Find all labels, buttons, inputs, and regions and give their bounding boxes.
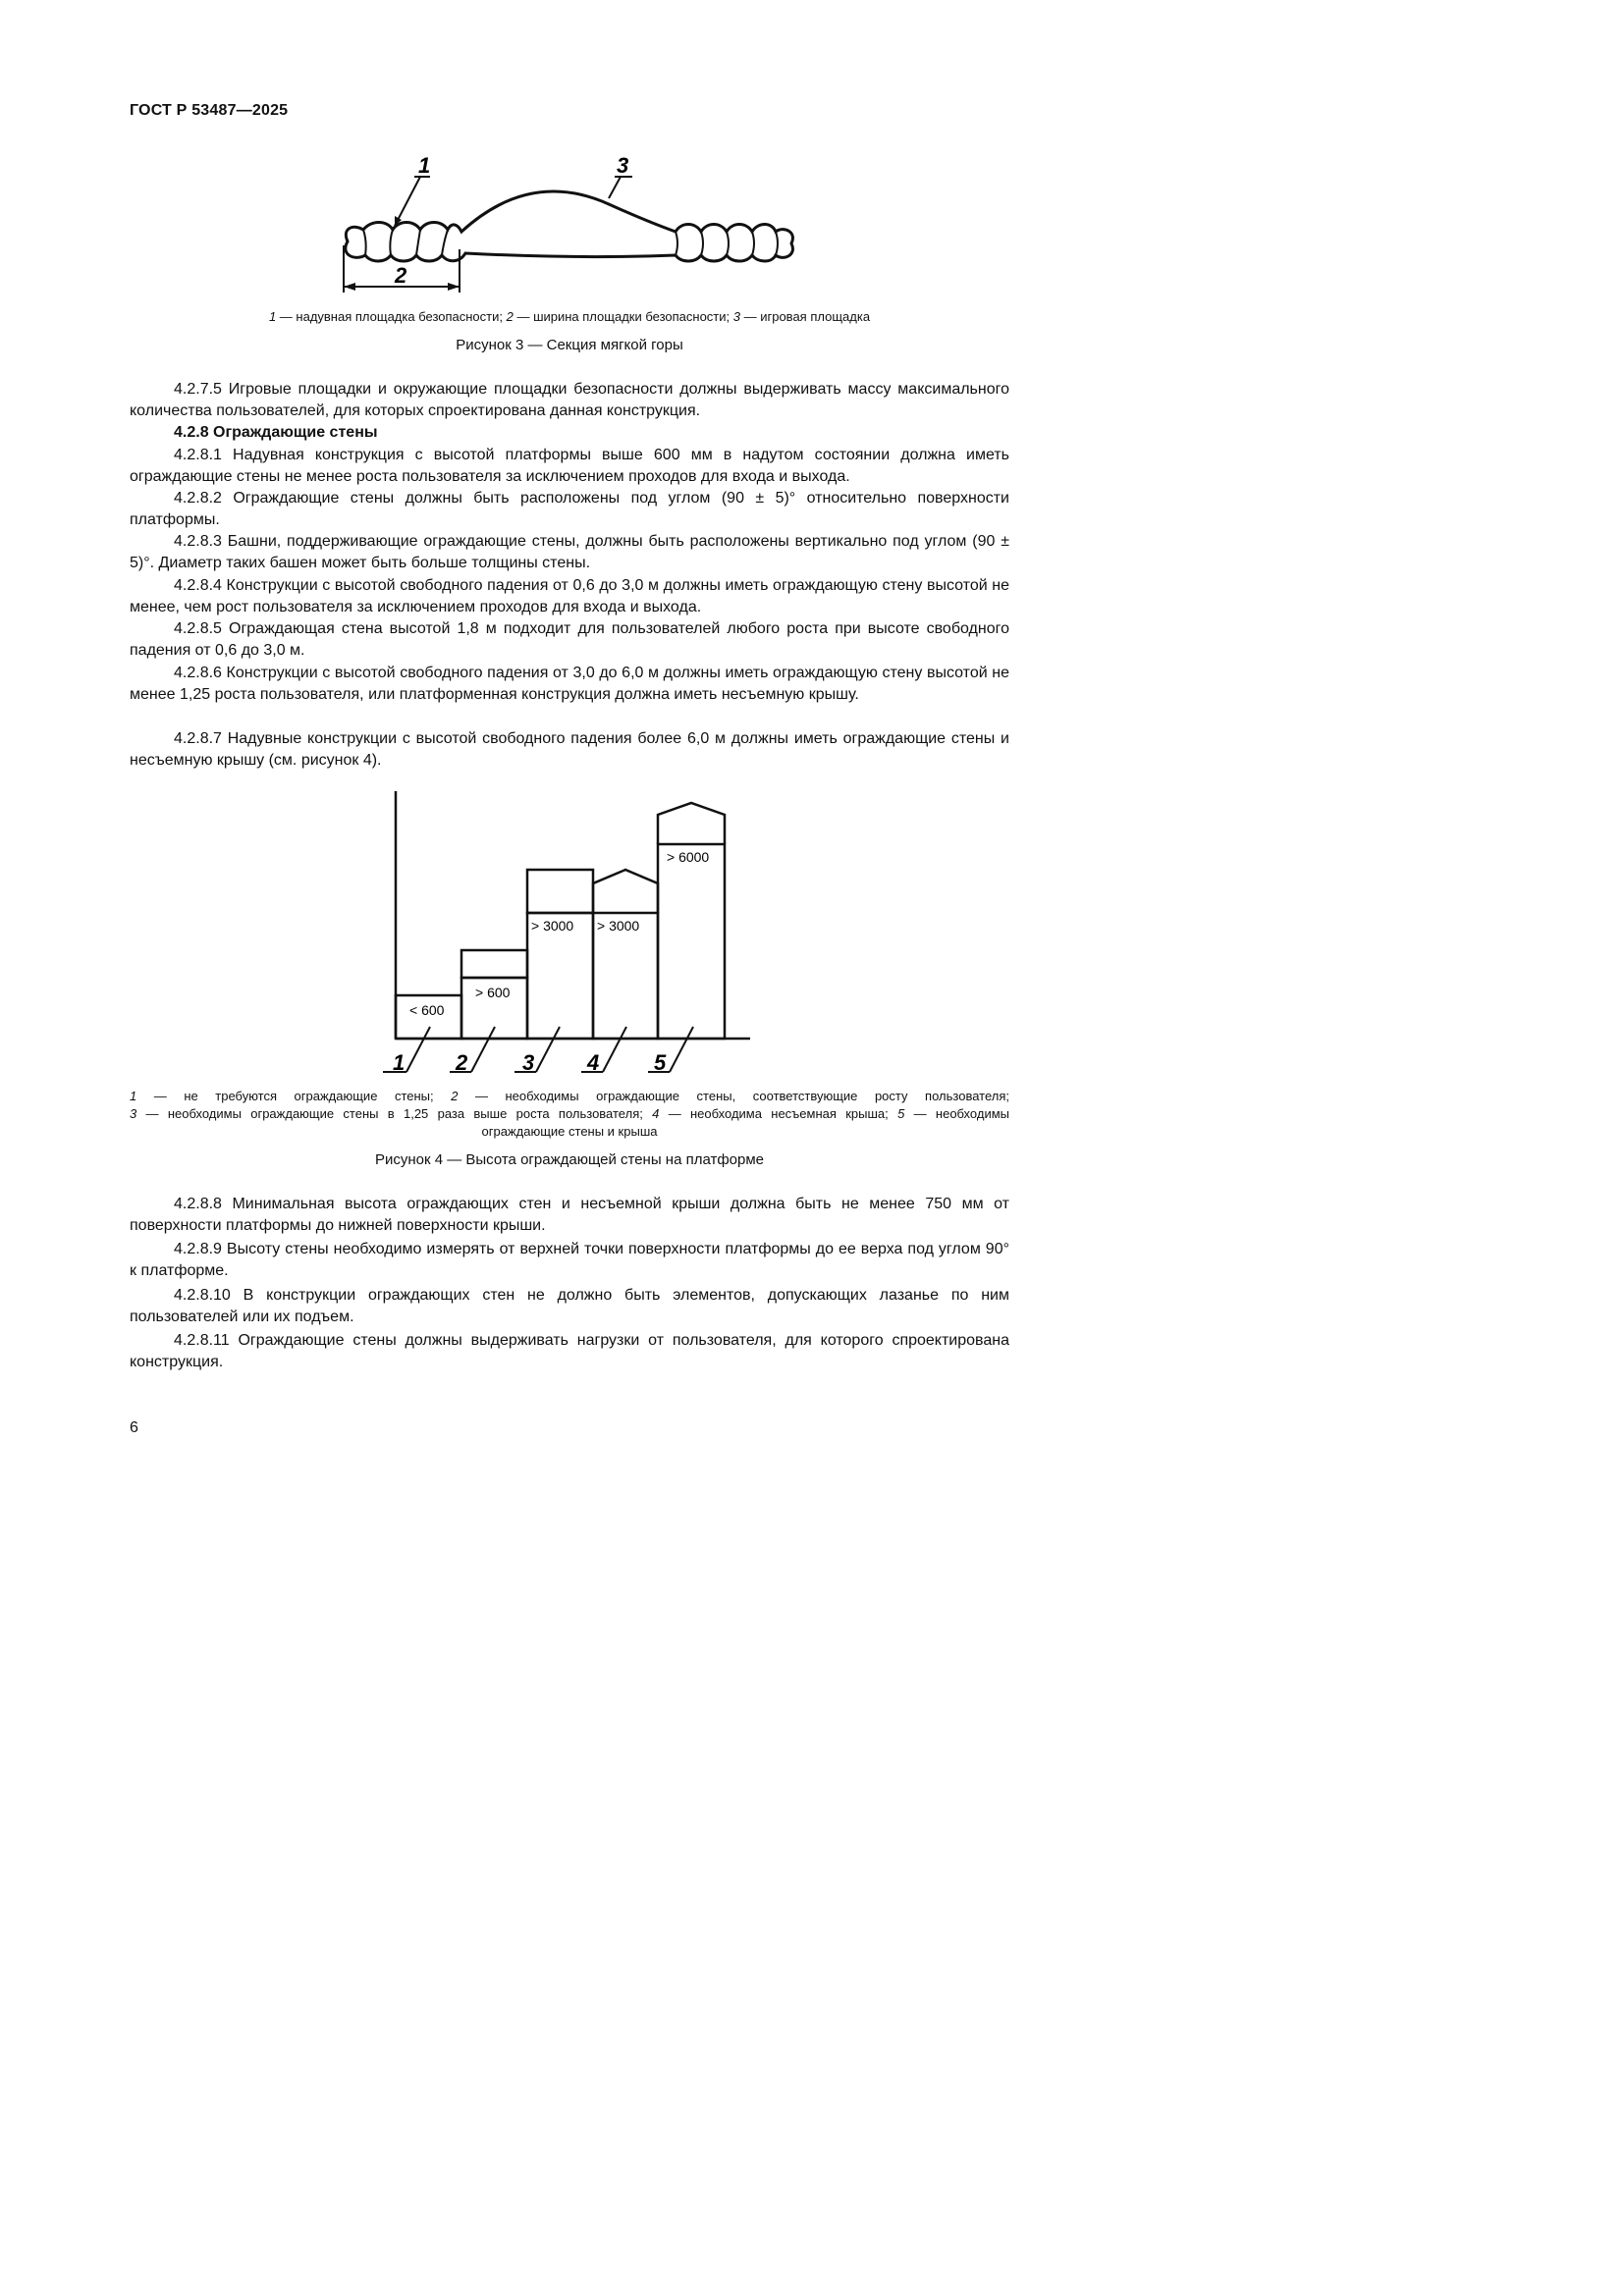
leader-5 (670, 1027, 693, 1072)
safety-cushion-seams (363, 230, 778, 255)
number-3: 3 (522, 1050, 535, 1075)
paragraph-4-2-8-9: 4.2.8.9 Высоту стены необходимо измерять от верхней точки поверхности платформы до ее верха под углом 90° к платформе. (130, 1241, 1009, 1279)
leader-4 (603, 1027, 626, 1072)
dimension-arrow-left (344, 283, 355, 291)
number-4: 4 (587, 1050, 600, 1075)
paragraph-4-2-7-5: 4.2.7.5 Игровые площадки и окружающие площадки безопасности должны выдерживать массу максимального количества пользователей, для которых спроектирована данная конструкция. (130, 381, 1009, 419)
figure-3-title: Рисунок 3 — Секция мягкой горы (456, 337, 683, 353)
number-1: 1 (393, 1050, 406, 1075)
paragraph-4-2-8-4: 4.2.8.4 Конструкции с высотой свободного падения от 0,6 до 3,0 м должны иметь ограждающую стену высотой не менее, чем рост пользователя за исключением проходов для входа и выхода. (130, 577, 1009, 615)
wall-2 (461, 950, 527, 978)
figure-4-legend-line-2: 3 — необходимы ограждающие стены в 1,25 раза выше роста пользователя; 4 — необходима несъемная крыша; 5 — необходимы (130, 1106, 1009, 1121)
paragraph-4-2-8-3: 4.2.8.3 Башни, поддерживающие ограждающие стены, должны быть расположены вертикально под углом (90 ± 5)°. Диаметр таких башен может быть больше толщины стены. (130, 533, 1009, 571)
bar-label-2: > 600 (475, 985, 511, 1000)
figure-4-diagram (373, 785, 766, 1080)
safety-cushion-left (346, 191, 793, 261)
label-2: 2 (395, 263, 407, 288)
figure-3-legend: 1 — надувная площадка безопасности; 2 — ширина площадки безопасности; 3 — игровая площадка (268, 309, 871, 324)
paragraph-4-2-8-11: 4.2.8.11 Ограждающие стены должны выдерживать нагрузки от пользователя, для которого спроектирована конструкция. (130, 1332, 1009, 1370)
page-number: 6 (130, 1419, 138, 1436)
bar-label-4: > 3000 (597, 918, 640, 934)
bar-label-1: < 600 (409, 1002, 445, 1018)
leader-3 (536, 1027, 560, 1072)
bar-label-5: > 6000 (667, 849, 710, 865)
roof-4 (593, 870, 658, 913)
paragraph-4-2-8-1: 4.2.8.1 Надувная конструкция с высотой платформы выше 600 мм в надутом состоянии должна иметь ограждающие стены не менее роста пользователя за исключением проходов для входа и выхода. (130, 447, 1009, 485)
dimension-arrow-right (448, 283, 460, 291)
figure-3-diagram (334, 147, 805, 304)
figure-4-title: Рисунок 4 — Высота ограждающей стены на платформе (374, 1151, 765, 1168)
label-1: 1 (418, 153, 431, 178)
number-5: 5 (654, 1050, 667, 1075)
leader-1 (406, 1027, 430, 1072)
figure-4-legend-line-1: 1 — не требуются ограждающие стены; 2 — необходимы ограждающие стены, соответствующие росту пользователя; (130, 1089, 1009, 1103)
bar-label-3: > 3000 (531, 918, 574, 934)
document-header: ГОСТ Р 53487—2025 (130, 102, 289, 119)
paragraph-4-2-8-2: 4.2.8.2 Ограждающие стены должны быть расположены под углом (90 ± 5)° относительно поверхности платформы. (130, 490, 1009, 528)
paragraph-4-2-8-6: 4.2.8.6 Конструкции с высотой свободного падения от 3,0 до 6,0 м должны иметь ограждающую стену высотой не менее 1,25 роста пользователя, или платформенная конструкция должна иметь несъемную крышу. (130, 665, 1009, 703)
platform-bar-5 (658, 844, 725, 1039)
number-2: 2 (456, 1050, 468, 1075)
paragraph-4-2-8-5: 4.2.8.5 Ограждающая стена высотой 1,8 м подходит для пользователей любого роста при высоте свободного падения от 0,6 до 3,0 м. (130, 620, 1009, 659)
paragraph-4-2-8-7: 4.2.8.7 Надувные конструкции с высотой свободного падения более 6,0 м должны иметь ограждающие стены и несъемную крышу (см. рисунок 4). (130, 730, 1009, 769)
label-3: 3 (617, 153, 629, 178)
paragraph-4-2-8-8: 4.2.8.8 Минимальная высота ограждающих стен и несъемной крыши должна быть не менее 750 мм от поверхности платформы до нижней поверхности крыши. (130, 1196, 1009, 1234)
leader-2 (471, 1027, 495, 1072)
label-3-leader (609, 177, 621, 198)
paragraph-4-2-8-10: 4.2.8.10 В конструкции ограждающих стен не должно быть элементов, допускающих лазанье по ним пользователей или их подъем. (130, 1287, 1009, 1325)
figure-4-legend-line-3: ограждающие стены и крыша (481, 1124, 658, 1139)
roof-5 (658, 803, 725, 844)
wall-3 (527, 870, 593, 913)
section-heading-4-2-8: 4.2.8 Ограждающие стены (174, 424, 378, 441)
